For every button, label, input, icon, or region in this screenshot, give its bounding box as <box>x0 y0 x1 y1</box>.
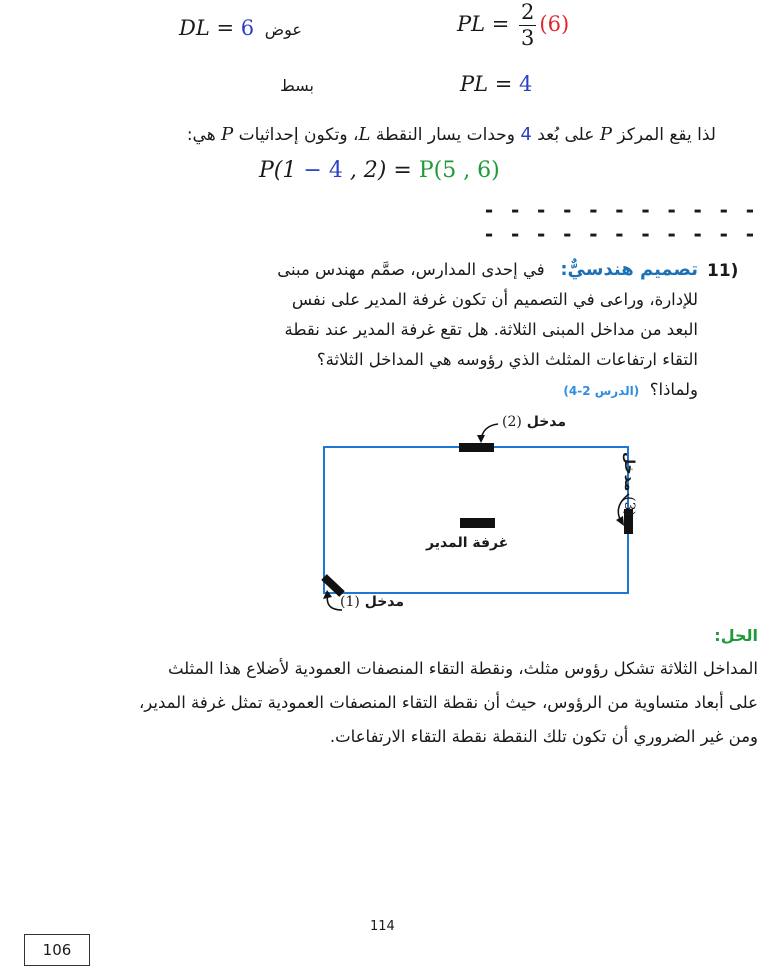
solution-line-3: ومن غير الضروري أن تكون تلك النقطة نقطة التقاء الارتفاعات. <box>329 727 758 746</box>
entrance-2-arrow <box>481 424 498 441</box>
equation-pl-result: PL = 4 <box>460 72 533 96</box>
entrance-3-label: مدخل (3) <box>621 452 637 517</box>
principal-room-label: غرفة المدير <box>426 535 509 551</box>
principal-room-block <box>460 518 495 528</box>
note-simplify: بسط <box>280 76 314 95</box>
note-substitute: عوض <box>264 20 302 39</box>
page-number-box: 106 <box>24 934 90 966</box>
question-line-1: تصميم هندسيٌّ: في إحدى المدارس، صمَّم مهندس مبنى <box>277 259 698 280</box>
equation-dl: DL = 6 عوض <box>179 16 302 40</box>
question-line-4: التقاء ارتفاعات المثلث الذي رؤوسه هي المداخل الثلاثة؟ <box>316 350 698 369</box>
solution-label: الحل: <box>714 626 758 645</box>
fraction-two-thirds: $\frac{2}{3}$ <box>521 0 535 50</box>
entrance-2-door <box>459 443 494 452</box>
entrance-2-label: (2) مدخل <box>502 414 567 430</box>
conclusion-line: لذا يقع المركز P على بُعد 4 وحدات يسار النقطة L، وتكون إحداثيات P هي: <box>186 124 716 145</box>
solution-line-1: المداخل الثلاثة تشكل رؤوس مثلث، ونقطة التقاء المنصفات العمودية لأضلاع هذا المثلث <box>167 659 758 678</box>
question-line-3: البعد من مداخل المبنى الثلاثة. هل تقع غرفة المدير عند نقطة <box>284 320 698 339</box>
lesson-reference: (الدرس 2-4) <box>563 384 640 398</box>
entrance-2-arrowhead <box>477 435 485 443</box>
question-line-2: للإدارة، وراعى في التصميم أن تكون غرفة المدير على نفس <box>291 290 698 309</box>
page-number-center: 114 <box>370 919 395 934</box>
solution-line-2: على أبعاد متساوية من الرؤوس، حيث أن نقطة التقاء المنصفات العمودية تمثل غرفة المدير، <box>138 693 758 712</box>
equation-pl-fraction: PL = $\frac{2}{3}$ (6) <box>457 0 570 50</box>
question-line-5: ولماذا؟ (الدرس 2-4) <box>563 380 698 399</box>
entrance-1-label: (1) مدخل <box>340 594 405 610</box>
coordinates-equation: P(1 − 4 , 2) = P(5 , 6) <box>259 158 500 183</box>
question-number: 11) <box>707 261 739 281</box>
building-diagram <box>300 410 660 620</box>
section-divider: - - - - - - - - - - - - - - - - - - - - - - <box>483 198 757 246</box>
question-heading: تصميم هندسيٌّ: <box>560 259 698 280</box>
